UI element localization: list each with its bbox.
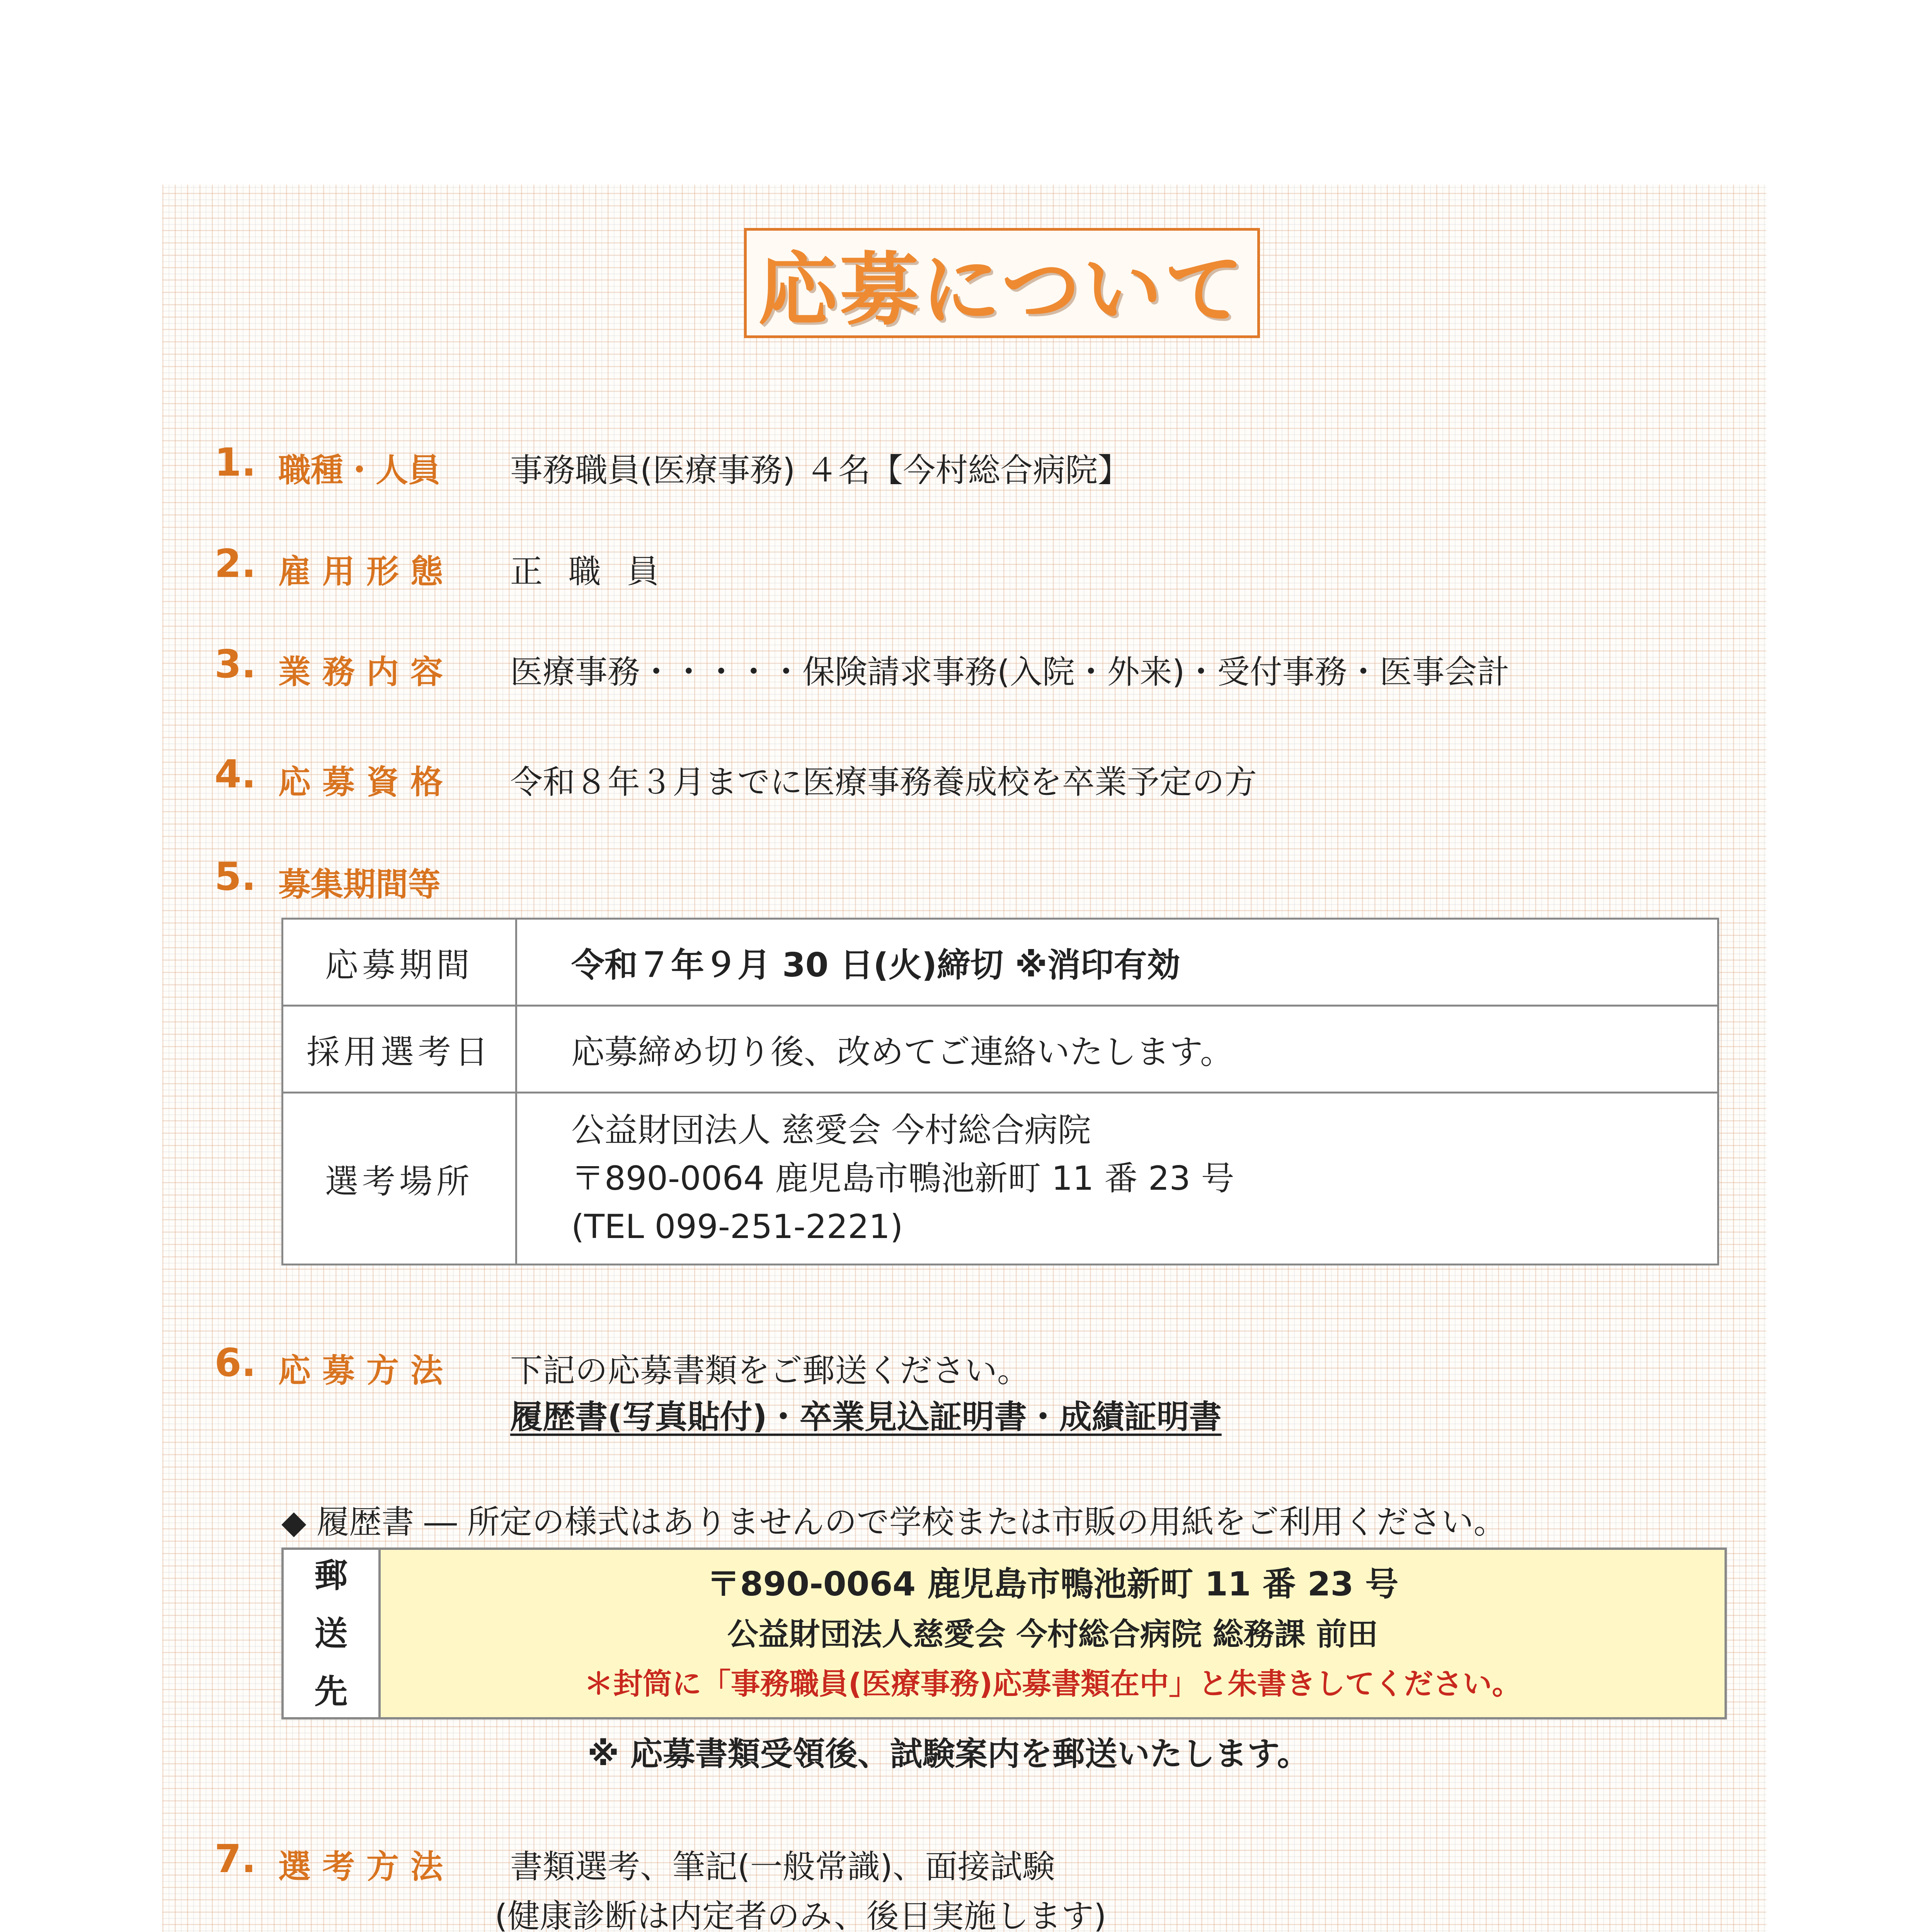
section-2-text: 正 職 員 bbox=[510, 553, 667, 590]
resume-note: ◆ 履歴書 ― 所定の様式はありませんので学校または市販の用紙をご利用ください。 bbox=[281, 1503, 1506, 1541]
table-row bbox=[283, 1093, 1718, 1265]
table-row bbox=[283, 1006, 1718, 1093]
table-row bbox=[283, 919, 1718, 1006]
period-deadline: 令和７年９月 30 日(火)締切 ※消印有効 bbox=[516, 919, 1718, 1006]
section-3-text: 医療事務・・・・・保険請求事務(入院・外来)・受付事務・医事会計 bbox=[510, 653, 1510, 691]
section-6-text: 下記の応募書類をご郵送ください。 bbox=[510, 1352, 1030, 1389]
section-5-label: 募集期間等 bbox=[278, 866, 441, 903]
mail-body bbox=[381, 1550, 1725, 1717]
title-box bbox=[744, 228, 1260, 338]
section-7-health-note: (健康診断は内定者のみ、後日実施します) bbox=[495, 1897, 1107, 1932]
mail-address: 〒890-0064 鹿児島市鴨池新町 11 番 23 号 bbox=[707, 1565, 1399, 1604]
mail-after-note: ※ 応募書類受領後、試験案内を郵送いたします。 bbox=[587, 1735, 1310, 1773]
place-address: 〒890-0064 鹿児島市鴨池新町 11 番 23 号 bbox=[571, 1159, 1234, 1198]
section-1-label: 職種・人員 bbox=[278, 451, 441, 489]
page-title: 応募について bbox=[758, 244, 1246, 336]
section-3-number: 3. bbox=[215, 641, 256, 687]
mail-recipient: 公益財団法人慈愛会 今村総合病院 総務課 前田 bbox=[727, 1616, 1378, 1652]
period-label: 応募期間 bbox=[283, 919, 516, 1006]
section-2-number: 2. bbox=[215, 541, 256, 586]
place-name: 公益財団法人 慈愛会 今村総合病院 bbox=[571, 1111, 1091, 1150]
section-3-label: 業務内容 bbox=[278, 653, 455, 691]
place-phone: (TEL 099-251-2221) bbox=[571, 1207, 903, 1246]
mail-header-char: 先 bbox=[314, 1672, 348, 1711]
mail-header-char: 送 bbox=[314, 1614, 348, 1653]
selection-place-label: 選考場所 bbox=[283, 1093, 516, 1265]
section-7-text: 書類選考、筆記(一般常識)、面接試験 bbox=[510, 1848, 1055, 1886]
section-7-number: 7. bbox=[215, 1836, 256, 1881]
section-1-number: 1. bbox=[215, 440, 256, 485]
section-5-number: 5. bbox=[215, 854, 256, 899]
selection-date-value: 応募締め切り後、改めてご連絡いたします。 bbox=[516, 1006, 1718, 1093]
selection-place-value bbox=[516, 1093, 1718, 1265]
section-4-label: 応募資格 bbox=[278, 763, 455, 801]
mail-note: ＊封筒に「事務職員(医療事務)応募書類在中」と朱書きしてください。 bbox=[584, 1667, 1522, 1701]
recruitment-period-table bbox=[281, 918, 1719, 1265]
section-6-number: 6. bbox=[215, 1340, 256, 1385]
section-7-label: 選考方法 bbox=[278, 1848, 455, 1886]
mail-header bbox=[284, 1550, 381, 1717]
section-4-number: 4. bbox=[215, 752, 256, 797]
section-2-label: 雇用形態 bbox=[278, 553, 455, 590]
section-6-label: 応募方法 bbox=[278, 1352, 455, 1389]
mail-header-char: 郵 bbox=[314, 1556, 348, 1595]
section-1-text: 事務職員(医療事務) ４名【今村総合病院】 bbox=[510, 451, 1130, 489]
required-documents: 履歴書(写真貼付)・卒業見込証明書・成績証明書 bbox=[510, 1398, 1222, 1436]
section-4-text: 令和８年３月までに医療事務養成校を卒業予定の方 bbox=[510, 763, 1257, 801]
selection-date-label: 採用選考日 bbox=[283, 1006, 516, 1093]
mailing-address-box bbox=[281, 1548, 1727, 1719]
